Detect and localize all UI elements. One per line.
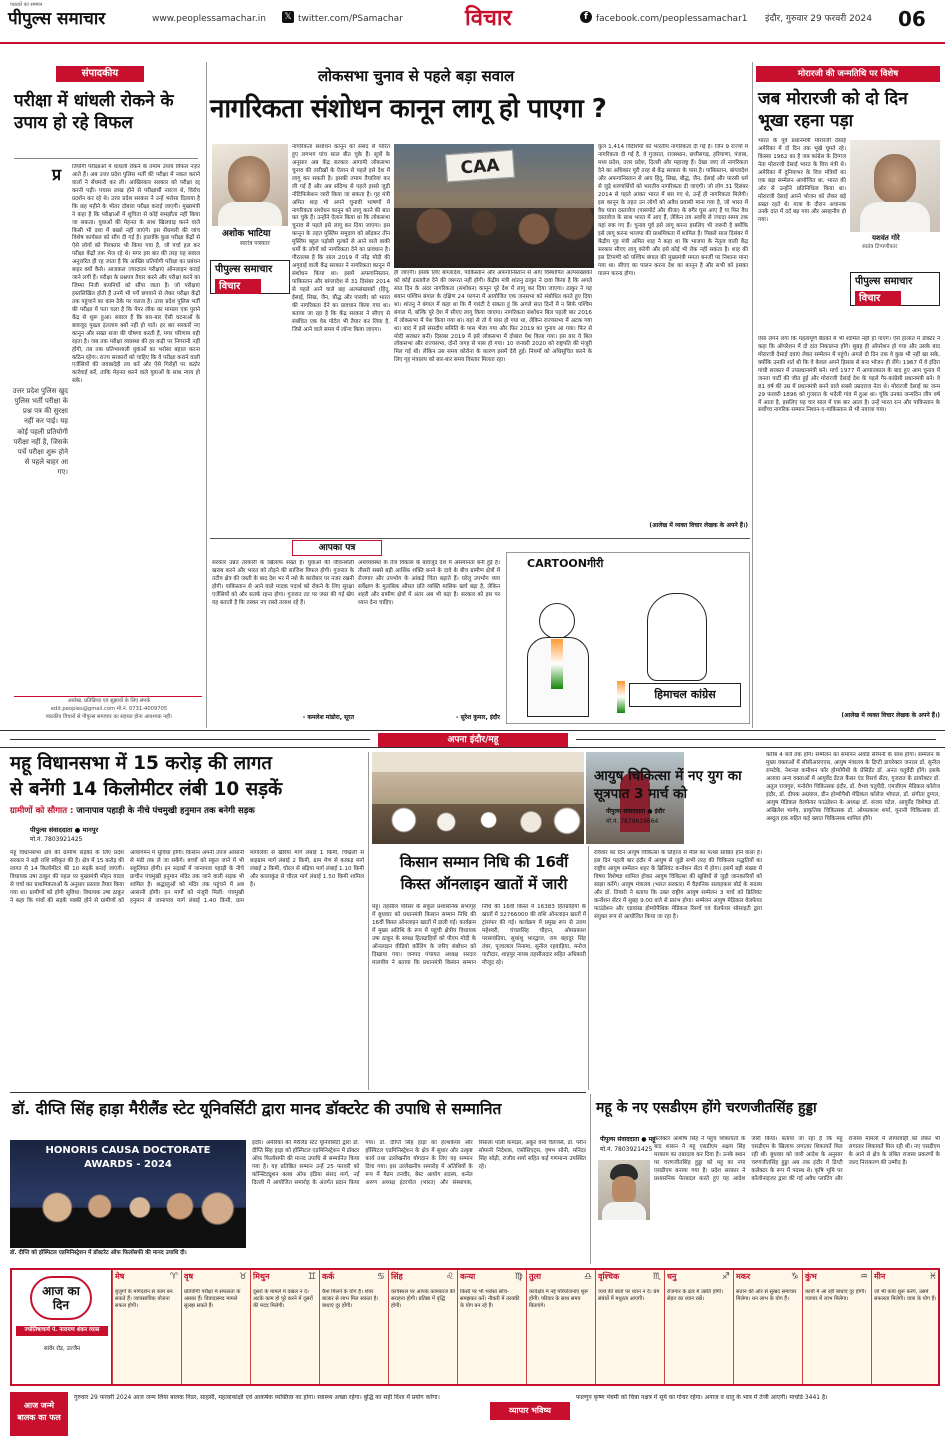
zodiac-name: मिथुन xyxy=(253,1272,270,1281)
zodiac-sign xyxy=(250,1270,319,1384)
zodiac-text: कैश मिलने के योग हैं। शेयर बाजार से लाभ मिल सकता है। बाधाएं दूर होंगी। xyxy=(322,1288,379,1310)
brand-name: पीपुल्स समाचार xyxy=(8,9,106,29)
brand-inline-text: पीपुल्स समाचार xyxy=(855,276,913,287)
cartoon-hand-crossed-fingers xyxy=(647,593,707,681)
author-photo-face xyxy=(228,156,270,206)
zodiac-sign xyxy=(112,1270,181,1384)
sdm-phone: मो.नं. 7803921425 xyxy=(600,1146,653,1153)
horoscope-title-l2: दिन xyxy=(52,1298,70,1313)
divider xyxy=(210,538,750,539)
zodiac-text: संतान की ओर से सुखद समाचार मिलेगा। धन लाभ के योग हैं। xyxy=(736,1288,797,1303)
zodiac-symbol-icon: ♐ xyxy=(721,1272,730,1282)
author-role-ashok: स्वतंत्र पत्रकार xyxy=(240,240,270,247)
deepti-photo xyxy=(10,1140,246,1248)
zodiac-symbol-icon: ♉ xyxy=(238,1272,247,1282)
byline-place: मानपुर xyxy=(82,826,99,834)
author-name-ashok: अशोक भाटिया xyxy=(222,229,271,239)
audience-shape xyxy=(372,804,584,844)
zodiac-sign xyxy=(181,1270,250,1384)
deepti-headline: डॉ. दीप्ति सिंह हाड़ा मैरीलैंड स्टेट यूनिवर्सिटी द्वारा मानद डॉक्टरेट की उपाधि से सम्मानित xyxy=(12,1100,502,1118)
caa-protest-sign xyxy=(445,150,515,183)
editorial-label-text: संपादकीय xyxy=(81,68,119,79)
morarji-body-top: भारत के पूर्व प्रधानमंत्री मोरारजी देसाई अमेरिका में दो दिन तक भूखे घूमते रहे। किस्सा 1962 का है जब कांग्रेस के दिग्गज नेता मोरारजी देसाई भारत के वित्त मंत्री थे। अमेरिका में दुनियाभर के वित्त मंत्रियों का एक बड़ा सम्मेलन आयोजित था, भारत की ओर से उन्होंने प्रतिनिधित्व किया था। मोरारजी देसाई अपने भोजन को लेकर बड़े सख्त रहते थे। यात्रा के दौरान अचानक उनके दांत में दर्द बढ़ गया और असहनीय हो गया। xyxy=(758,138,846,224)
sdm-face xyxy=(612,1176,636,1204)
zodiac-text: जो भी कार्य शुरू करेंगे, उसमें सफलता मिलेगी। यात्रा के योग हैं। xyxy=(874,1288,937,1303)
morarji-headline: जब मोरारजी को दो दिन भूखा रहना पड़ा xyxy=(758,89,908,132)
masthead xyxy=(0,0,945,44)
twitter-icon: 𝕏 xyxy=(282,11,294,23)
kisan-headline-line2: किस्त ऑनलाइन खातों में जारी xyxy=(400,875,568,893)
letters-col1-author: - कमलेश मांडोरा, सूरत xyxy=(302,714,354,721)
kisan-body: महू। तहसील परिसर के संकुल प्रशासनिक सभागृह में बुधवार को प्रधानमंत्री किसान सम्मान निधि की 16वीं किस्त ऑनलाइन खातों में डाली गई। कार्यक्रम में मुख्य अतिथि के रूप में पहुंची क्षेत्रीय विधायक उषा ठाकुर के समक्ष हितग्राहियों को पीएम मोदी के ऑनलाइन वीडियो कॉलिंग के जरिए संबोधन को दिखाया गया। जनपद पंचायत अध्यक्ष सरदार मालवीय ने बताया कि प्रधानमंत्री किसान सम्मान निधि की 16वीं किस्त में 16383 हितग्राहियों के खातों में 32766000 की राशि ऑनलाइन खातों में ट्रांसफर की गई। कार्यक्रम में प्रमुख रूप से उत्तम महेश्वरी, चंचलसिंह चौहान, ओमप्रकाश परसावदिया, सुधांशु भारद्वाज, राम बहादुर सिंह तंवर, पूजालाल निनामा, सुनील रहवाड़िया, मनोज पाटीदार, शाहपुर नायब तहसीलदार सहित अधिकारी मौजूद रहे। xyxy=(372,904,586,966)
sdm-body: कलेक्टर आशीष सिंह ने पहुंच शिकायतों के बाद शासन ने महू एसडीएम अक्षय सिंह मरकाम का तबादला कर दिया है। उनके स्थान पर चरणजीतसिंह हुड्डा को महू का नया एसडीएम बनाया गया है। प्रदेश सरकार ने प्रशासनिक फेरबदल करते हुए यह आदेश जारी किया। बताया जा रहा है कि महू एसडीएम के खिलाफ लगातार शिकायतें मिल रही थीं। बुधवार को जारी आदेश के अनुसार चरणजीतसिंह हुड्डा अब तक इंदौर में डिप्टी कलेक्टर के रूप में पदस्थ थे। कृषि भूमि पर कॉलोनाइजर द्वारा की गई अवैध प्लाटिंग और राजस्व मामलों में लापरवाही को लेकर भी लगातार शिकायतें मिल रही थीं। नए एसडीएम के आने से क्षेत्र के लंबित राजस्व प्रकरणों के जल्द निराकरण की उम्मीद है। xyxy=(654,1136,940,1182)
zodiac-text: रोजगार के क्षेत्र में उन्नति होगी। सेहत का ध्यान रखें। xyxy=(667,1288,724,1303)
cartoon-scarf xyxy=(551,639,563,689)
twitter-link[interactable]: twitter.com/PSamachar xyxy=(298,14,403,24)
zodiac-text: कार्यों में आ रही बाधाएं दूर होंगी। व्यापार में लाभ मिलेगा। xyxy=(805,1288,867,1303)
caa-body-col3: कुल 1,414 विदेशियों को भारतीय नागरिकता दी गई है। जिन 9 राज्यों में नागरिकता दी गई है, वे गुजरात, राजस्थान, छत्तीसगढ़, हरियाणा, पंजाब, मध्य प्रदेश, उत्तर प्रदेश, दिल्ली और महाराष्ट्र हैं। देखा जाए तो नागरिकता देने का अधिकार पूरी तरह से केंद्र सरकार के पास है। पाकिस्तान, बांग्लादेश और अफगानिस्तान से आए हिंदू, सिख, बौद्ध, जैन, ईसाई और पारसी धर्म से जुड़े शरणार्थियों को भारतीय नागरिकता दी जाएगी। जो लोग 31 दिसंबर 2014 से पहले आकर भारत में बस गए थे, उन्हें ही नागरिकता मिलेगी। इस कानून के तहत उन लोगों को अवैध प्रवासी माना गया है, जो भारत में वैध यात्रा दस्तावेज (पासपोर्ट और वीजा) के बगैर घुस आए हैं या फिर वैध दस्तावेज के साथ भारत में आए हैं, लेकिन तय अवधि से ज्यादा समय तक यहां रुक गए हैं। चुनाव पूर्व इसे लागू करना इसलिए भी जरूरी है क्योंकि इसे लागू करना भाजपा की प्राथमिकता में शामिल है। पिछले साल दिसंबर में केंद्रीय गृह मंत्री अमित शाह ने कहा था कि भाजपा के नेतृत्व वाली केंद्र सरकार सीएए लागू करेगी और इसे कोई भी रोक नहीं सकता है। शाह की इस टिप्पणी को पश्चिम बंगाल की मुख्यमंत्री ममता बनर्जी पर निशाना माना गया था। सीएए का पालन करना देश का कानून है और सभी को इसका पालन करना होगा। xyxy=(598,144,748,277)
brand-logo[interactable] xyxy=(8,8,105,31)
ayush-headline: आयुष चिकित्सा में नए युग का सूत्रपात 3 मार्च को xyxy=(594,768,742,802)
zodiac-symbol-icon: ♋ xyxy=(376,1272,385,1282)
banner-line1: HONORIS CAUSA DOCTORATE xyxy=(45,1145,211,1156)
facebook-link[interactable]: facebook.com/peoplessamachar1 xyxy=(596,14,748,24)
horoscope-title-box xyxy=(12,1270,112,1384)
zodiac-sign xyxy=(526,1270,595,1384)
caa-sign-text: CAA xyxy=(460,155,501,179)
roads-sub-rest: जानापाव पहाड़ी के नीचे पंचमुखी हनुमान तक बनेगी सड़क xyxy=(76,806,255,816)
roads-subheadline xyxy=(10,806,362,817)
horoscope-title-l1: आज का xyxy=(42,1284,80,1298)
baby-label-l1: आज जन्मे xyxy=(23,1401,55,1410)
cartoon-panel xyxy=(506,552,750,724)
kisan-event-photo xyxy=(372,752,584,844)
brand-tagline: पाठकों का सम्मान xyxy=(10,2,43,8)
brand-inline-text: पीपुल्स समाचार xyxy=(215,264,273,275)
brand-inline-section: विचार xyxy=(855,291,901,307)
deepti-caption: डॉ. दीप्ति को हॉस्पिटल एडमिनिस्ट्रेशन में डॉक्टरेट ऑफ फिलॉसफी की मानद उपाधि दी। xyxy=(10,1250,187,1256)
footer-line1: आलेख, प्रतिक्रिया एवं सुझावों के लिए संपर्क xyxy=(67,698,151,704)
caa-footnote: (आलेख में व्यक्त विचार लेखक के अपने हैं।) xyxy=(649,522,748,529)
author-photo-shirt xyxy=(860,202,930,232)
zodiac-text: कार्यक्षेत्र में नई परियोजनाएं शुरू होंगी। परिवार के साथ समय बिताएंगे। xyxy=(529,1288,589,1310)
footer-phone: मो.नं. 0731-4009705 xyxy=(116,705,168,712)
letters-title-text: आपका पत्र xyxy=(318,543,356,553)
byline-name: पीपुल्स संवाददाता xyxy=(606,808,646,815)
zodiac-name: मेष xyxy=(115,1272,125,1281)
crowd-shape xyxy=(394,208,594,268)
editorial-dropcap: प्र xyxy=(52,165,62,184)
sdm-headline: महू के नए एसडीएम होंगे चरणजीतसिंह हुड्डा xyxy=(596,1100,817,1116)
ceremony-people xyxy=(10,1190,246,1248)
caa-headline: नागरिकता संशोधन कानून लागू हो पाएगा ? xyxy=(210,94,607,124)
zodiac-sign xyxy=(802,1270,871,1384)
roads-body: महू विधानसभा क्षेत्र की ग्रामीण सड़कों के लिए प्रदेश सरकार ने बड़ी राशि स्वीकृत की है। क्षेत्र में 15 करोड़ की लागत से 14 किलोमीटर की 10 सड़कें बनाई जाएंगी। विधायक उषा ठाकुर की पहल पर मुख्यमंत्री मोहन यादव से चर्चा कर प्राथमिकताओं के अनुसार प्रस्ताव तैयार किया गया था। ग्रामीणों को होगी सुविधा: विधायक उषा ठाकुर ने कहा कि गांवों की सड़कें पक्की होने से ग्रामीणों को आवागमन में सुविधा होगी। किसान अपनी उपज आसानी से मंडी तक ले जा सकेंगे। बच्चों को स्कूल जाने में भी सहूलियत होगी। इन सड़कों में जानापाव पहाड़ी के नीचे प्राचीन पंचमुखी हनुमान मंदिर तक जाने वाली सड़क भी शामिल है। श्रद्धालुओं को मंदिर तक पहुंचने में अब आसानी होगी। इन मार्गों को मंजूरी मिली: पंचमुखी हनुमान से जानापाव मार्ग लंबाई 1.40 किमी, ग्राम मांगलिया से खेरिया मार्ग लंबाई 1 किमी, चिखली से बाइग्राम मार्ग लंबाई 2 किमी, ग्राम मेण से काकड़ मार्ग लंबाई 2 किमी, चोरल से बड़िया मार्ग लंबाई 1.10 किमी और कालाकुंड से चौरल मार्ग लंबाई 1.50 किमी शामिल है। xyxy=(10,850,364,904)
cartoon-sign-text: हिमाचल कांग्रेस xyxy=(654,688,716,701)
zodiac-sign xyxy=(319,1270,388,1384)
baby-label-l2: बालक का फल xyxy=(17,1413,61,1422)
brand-inline-section: विचार xyxy=(215,279,261,295)
byline-name: पीपुल्स संवाददाता xyxy=(30,826,73,834)
zodiac-name: धनु xyxy=(667,1272,677,1281)
letters-col2: अर्थव्यवस्था के तेज विकास के बावजूद देश में असमानता बनी हुई है। तीसरी सबसे बड़ी आर्थिक शक्ति बनने के दावे के बीच ग्रामीण क्षेत्रों में रोजगार और उपभोग के आंकड़े चिंता बढ़ाते हैं। घरेलू उपभोग व्यय सर्वेक्षण के मुताबिक औसत प्रति व्यक्ति मासिक खर्च बढ़ा है, लेकिन शहरी और ग्रामीण क्षेत्रों में अंतर अब भी बड़ा है। सरकार को इस पर ध्यान देना चाहिए। xyxy=(358,560,500,606)
zodiac-name: वृश्चिक xyxy=(598,1272,620,1281)
ayush-body-right: करीब 4 बजे तक होंगे। सम्मेलन का समापन अवॉर्ड सेरेमनी के साथ होगा। सम्मेलन के मुख्य वक्ताओं में सीसीआरएएस, आयुष मंत्रालय के डिप्टी डायरेक्टर जनरल डॉ. सुनील रामटेके, नेशनल कमीशन फॉर होम्योपैथी के प्रेसिडेंट डॉ. अनंत चतुर्वेदी होंगे। इसके अलावा अन्य वक्ताओं में आयुर्वेद डेंटल कैंसर एंड रिसर्च सेंटर, गुजरात के डायरेक्टर डॉ. अतुल राजगुरु, मनोरोग चिकित्सक इंदौर, डॉ. वैभव चतुर्वेदी, एमजीएम मेडिकल कॉलेज इंदौर, डॉ. दीपक अग्रवाल, डीन होम्योपैथी मेडिकल कॉलेज भोपाल, डॉ. संगीता दुग्गल, आयुष मेडिकल वेलफेयर फाउंडेशन के अध्यक्ष डॉ. संजय पटेल, आयुर्वेद विशेषज्ञ डॉ. अखिलेश भार्गव, प्राकृतिक चिकित्सक डॉ. ओमप्रकाश शर्मा, यूनानी चिकित्सक डॉ. अब्दुल हक सहित कई ख्यात चिकित्सक शामिल होंगे। xyxy=(766,752,940,822)
column-divider xyxy=(206,62,207,728)
sdm-byline: पीपुल्स संवाददाता ● महू xyxy=(600,1136,656,1143)
zodiac-text: बुजुर्गों के मार्गदर्शन से काम बन सकते हैं। व्यावसायिक योजना सफल होगी। xyxy=(115,1288,173,1310)
website-link[interactable]: www.peoplessamachar.in xyxy=(152,14,266,24)
morarji-footnote: (आलेख में व्यक्त विचार लेखक के अपने हैं।) xyxy=(841,712,940,719)
deepti-banner-text xyxy=(10,1144,246,1171)
roads-phone: मो.नं. 7803921425 xyxy=(30,836,83,843)
facebook-icon: f xyxy=(580,11,592,23)
editorial-label xyxy=(56,66,144,82)
author-photo-ashok xyxy=(212,144,288,226)
zodiac-text: किसी पर भी भरोसा सोच-समझकर करें। नौकरी में तरक्की के योग बन रहे हैं। xyxy=(460,1288,520,1310)
column-divider xyxy=(752,62,753,728)
ayush-body-left: रविवार का दिन आयुष चिकित्सा के लिहाज से मील का पत्थर साबित होने वाला है। इस दिन पहली बार इंदौर में आयुष से जुड़ी सभी तरह की चिकित्सा पद्धतियों का राष्ट्रीय आयुष सम्मेलन शहर के ब्रिलियंट कन्वेंशन सेंटर में होगा। इसमें बड़ी संख्या में विषय विशेषज्ञ शामिल होकर आयुष चिकित्सा की खूबियों से जुड़ी जानकारियों को साझा करेंगे। आयुष मंत्रालय (भारत सरकार) में वैज्ञानिक सलाहकार बोर्ड के सदस्य और डॉ. तिवारी ने बताया कि उक्त राष्ट्रीय आयुष सम्मेलन 3 मार्च को ब्रिलियंट कन्वेंशन सेंटर में सुबह 9.00 बजे से प्रारंभ होगा। सम्मेलन आयुष मेडिकल वेलफेयर फाउंडेशन और एडवांस्ड होम्योपैथिक मेडिकल रिसर्च एवं वेलफेयर सोसाइटी द्वारा संयुक्त रूप से आयोजित किया जा रहा है। xyxy=(594,850,762,920)
zodiac-symbol-icon: ♊ xyxy=(307,1272,316,1282)
band-line-left xyxy=(10,739,370,740)
zodiac-name: सिंह xyxy=(391,1272,403,1281)
zodiac-symbol-icon: ♈ xyxy=(169,1272,178,1282)
roads-headline-line1: महू विधानसभा में 15 करोड़ की लागत xyxy=(10,753,272,774)
brand-logo-inline xyxy=(850,272,940,306)
cartoon-flag-stripes xyxy=(617,681,625,713)
zodiac-row xyxy=(112,1270,940,1384)
morarji-tag: मोरारजी की जन्मतिथि पर विशेष xyxy=(756,66,940,82)
cartoon-figure-head xyxy=(539,603,575,639)
footer-line2: पाठकीय विचारों से पीपुल्स समाचार का सहमत होना आवश्यक नहीं। xyxy=(45,713,173,720)
ayush-byline: पीपुल्स संवाददाता ● इंदौर xyxy=(606,808,665,815)
letters-col1: सरकार उन्नत तरकारी के खिलाफ सख्त है। युवाओं की जीवनशैली खराब करने और भारत को तोड़ने की साजिश विफल होगी। गुजरात के तटीय क्षेत्र की जब्ती के बाद देश भर में नशे के कारोबार पर नजर रखनी होगी। पाकिस्तान से आने वाले मादक पदार्थ को रोकने के लिए सुरक्षा एजेंसियों को और सतर्क रहना होगा। गुजरात तट पर जब्त की गई खेप यह बताती है कि तस्कर नए रास्ते तलाश रहे हैं। xyxy=(212,560,354,606)
horoscope-strip xyxy=(10,1268,940,1386)
author-photo-yashwant xyxy=(850,140,940,232)
zodiac-name: मीन xyxy=(874,1272,886,1281)
zodiac-name: वृष xyxy=(184,1272,194,1281)
zodiac-symbol-icon: ♌ xyxy=(445,1272,454,1282)
divider xyxy=(14,696,202,697)
zodiac-sign xyxy=(595,1270,664,1384)
sdm-shirt xyxy=(602,1202,646,1220)
zodiac-name: मकर xyxy=(736,1272,751,1281)
band-line-right xyxy=(576,739,936,740)
zodiac-name: कुंभ xyxy=(805,1272,817,1281)
editorial-footer xyxy=(14,698,204,721)
zodiac-symbol-icon: ♑ xyxy=(790,1272,799,1282)
column-divider xyxy=(590,1094,591,1264)
caa-kicker: लोकसभा चुनाव से पहले बड़ा सवाल xyxy=(318,67,515,85)
astrologer-place: सांवेर रोड, उज्जैन xyxy=(43,1346,81,1352)
zodiac-name: कर्क xyxy=(322,1272,335,1281)
dateline: इंदौर, गुरुवार 29 फरवरी 2024 xyxy=(765,14,872,24)
ayush-phone: मो.नं. 7879619664 xyxy=(606,818,659,825)
byline-place: महू xyxy=(648,1136,656,1143)
band-title: अपना इंदौर/महू xyxy=(378,733,568,747)
zodiac-sign xyxy=(664,1270,733,1384)
zodiac-symbol-icon: ♓ xyxy=(928,1272,937,1282)
zodiac-name: कन्या xyxy=(460,1272,476,1281)
zodiac-sign xyxy=(388,1270,457,1384)
market-text: फाल्गुन कृष्ण पंचमी को चित्रा नक्षत्र में सूर्य का गोचर रहेगा। अनाज व धातु के भाव में तेजी आएगी। मार्चाडे 3441 है। xyxy=(576,1394,828,1401)
section-band xyxy=(0,730,945,748)
footer-strip xyxy=(10,1392,940,1438)
author-role-yashwant: स्वतंत्र टिप्पणीकार xyxy=(862,244,898,250)
roads-headline-line2: से बनेंगी 14 किलोमीटर लंबी 10 सड़कें xyxy=(10,779,283,800)
zodiac-sign xyxy=(733,1270,802,1384)
baby-label xyxy=(10,1392,68,1436)
page-number: 06 xyxy=(898,7,926,31)
letters-col2-author: - सुरेश कुमार, इंदौर xyxy=(456,714,500,721)
zodiac-text: कार्यस्थल पर आपके कामकाज की सराहना होगी। प्रतिष्ठा में वृद्धि होगी। xyxy=(391,1288,455,1310)
zodiac-text: प्रतियोगी परीक्षा में सफलता के आसार हैं। विवादास्पद मामले सुलझ सकते हैं। xyxy=(184,1288,241,1310)
stage-banner xyxy=(372,752,584,772)
sdm-photo xyxy=(598,1160,650,1220)
caa-protest-photo xyxy=(394,144,594,268)
zodiac-name: तुला xyxy=(529,1272,542,1281)
editorial-headline: परीक्षा में धांधली रोकने के उपाय हो रहे विफल xyxy=(14,91,174,134)
author-photo-face xyxy=(874,154,916,204)
author-name-yashwant: यशवंत गोरे xyxy=(872,234,900,242)
editorial-pull-quote: उत्तर प्रदेश पुलिस खुद पुलिस भर्ती परीक्षा के प्रश्न पत्र की सुरक्षा नहीं कर पाई। यह कोई पहली प्रतियोगी परीक्षा नहीं है, जिसके पर्चे परीक्षा शुरू होने से पहले बाहर आ गए। xyxy=(12,387,68,477)
kisan-headline-line1: किसान सम्मान निधि की 16वीं xyxy=(399,853,569,871)
caa-body-col2: ही जाएंगी। इसके लिए बांग्लादेश, पाकिस्तान और अफगानिस्तान से आए विस्थापित अल्पसंख्यकों को कोई दस्तावेज देने की जरूरत नहीं होगी। केंद्रीय मंत्री शांतनु ठाकुर ने दावा किया है कि अगले सात दिन के अंदर नागरिकता (संशोधन) कानून पूरे देश में लागू कर दिया जाएगा। ठाकुर ने यह बयान पश्चिम बंगाल के दक्षिण 24 परगना में आयोजित एक जनसभा को संबोधित करते हुए दिया था। शांतनु ने बंगाल में कहा था कि मैं गारंटी दे सकता हूं कि अगले सात दिनों में न सिर्फ पश्चिम बंगाल में, बल्कि पूरे देश में सीएए लागू किया जाएगा। नागरिकता संशोधन बिल पहली बार 2016 में लोकसभा में पेश किया गया था। यहां से तो ये पास हो गया था, लेकिन राज्यसभा में अटक गया था। बाद में इसे संसदीय समिति के पास भेजा गया और फिर 2019 का चुनाव आ गया। फिर से मोदी सरकार बनी। दिसंबर 2019 में इसे लोकसभा में दोबारा पेश किया गया। इस बार ये बिल लोकसभा और राज्यसभा, दोनों जगह से पास हो गया। 10 जनवरी 2020 को राष्ट्रपति की मंजूरी मिल गई थी। लेकिन उस समय कोरोना के कारण इसमें देरी हुई। नियमों को अधिसूचित करने के लिए गृह मंत्रालय को बार-बार समय विस्तार मिलता रहा। xyxy=(394,270,592,364)
zodiac-sign xyxy=(457,1270,526,1384)
zodiac-symbol-icon: ♏ xyxy=(652,1272,661,1282)
zodiac-symbol-icon: ♒ xyxy=(859,1272,868,1282)
banner-line2: AWARDS - 2024 xyxy=(84,1158,172,1170)
morarji-body-bottom: ऐसा लगने लगा कि महत्वपूर्ण बैठकों में भी शामिल नहीं हो पाएंगे। ऐसे हालात में डॉक्टर ने कहा कि ऑपरेशन में दो दांत निकालना होंगे। सुबह ही ऑपरेशन हो गया और उसके बाद मोरारजी देसाई दवाएं लेकर सम्मेलन में पहुंचे। अगले दो दिन तक वे कुछ भी नहीं खा सके, क्योंकि उनकी शर्त थी कि वे केवल अपने हिसाब से बना भोजन ही लेंगे। 1967 में वे इंदिरा गांधी सरकार में उपप्रधानमंत्री बने। मार्च 1977 में आपातकाल के बाद हुए आम चुनाव में जनता पार्टी की जीत हुई और मोरारजी देसाई देश के पहले गैर-कांग्रेसी प्रधानमंत्री बने। वे 81 वर्ष की उम्र में प्रधानमंत्री बनने वाले सबसे उम्रदराज नेता थे। मोरारजी देसाई का जन्म 29 फरवरी 1896 को गुजरात के भदेली गांव में हुआ था। चूंकि उनका जन्मदिन लीप वर्ष में आता है, इसलिए यह चार साल में एक बार आता है। उन्हें भारत रत्न और पाकिस्तान के सर्वोच्च नागरिक सम्मान निशान-ए-पाकिस्तान से भी नवाजा गया। xyxy=(758,336,940,414)
zodiac-text: व्यर्थ की बातों पर ध्यान न दें। प्रेम संबंधों में मधुरता आएगी। xyxy=(598,1288,660,1303)
divider xyxy=(14,158,198,159)
deepti-body: इंदौर। अमेरिका की मैरीलैंड स्टेट यूनिवर्सिटी द्वारा डॉ. दीप्ति सिंह हाड़ा को हॉस्पिटल एडमिनिस्ट्रेशन में डॉक्टर ऑफ फिलॉसफी की मानद उपाधि से सम्मानित किया गया है। यह प्रतिष्ठित सम्मान उन्हें 25 फरवरी को कॉन्स्टिट्यूशन क्लब ऑफ इंडिया संसद मार्ग, नई दिल्ली में आयोजित समारोह के अंतर्गत प्रदान किया गया। डॉ. दीप्ति सिंह हाड़ा को हेल्थकेयर और हॉस्पिटल एडमिनिस्ट्रेशन के क्षेत्र में सुधार और उत्कृष्ट कार्य तथा उल्लेखनीय योगदान के लिए यह सम्मान दिया गया। इस उल्लेखनीय समारोह में अतिथियों के रूप में मैडम तनवीर, बेस्ट आयोग सदस्य, कर्नल अरुण अध्यक्ष इंटरपोल (भारत) और संस्थापक, रिसाला पोली कमांडर, अंकुर वर्मा चैलेंजर्स, डॉ. परीन सोमानी निदेशक, एसोसिएट्स, वृषभ सोनी, मनिंदर सिंह सोढ़ी, राजीव शर्मा सहित कई गणमान्य उपस्थित रहे। xyxy=(252,1140,586,1186)
zodiac-sign xyxy=(871,1270,940,1384)
astrologer-name: ज्योतिषाचार्य पं. नारायण शंकर व्यास xyxy=(16,1326,108,1336)
column-divider xyxy=(588,846,589,1090)
market-label: व्यापार भविष्य xyxy=(490,1402,570,1420)
cartoon-sign xyxy=(629,683,741,707)
author-photo-shirt xyxy=(218,202,282,226)
zodiac-symbol-icon: ♍ xyxy=(514,1272,523,1282)
byline-name: पीपुल्स संवाददाता xyxy=(600,1136,640,1143)
column-divider xyxy=(368,752,369,1090)
cartoon-title: CARTOONगीरी xyxy=(527,557,604,570)
zodiac-text: दूसरों के मामले में दखल न दें। अटके काम हो पूरे करने में दूसरों की मदद मिलेगी। xyxy=(253,1288,313,1310)
horoscope-title xyxy=(30,1276,92,1320)
roads-byline: पीपुल्स संवाददाता ● मानपुर xyxy=(30,826,99,834)
divider xyxy=(10,1092,586,1093)
section-title: विचार xyxy=(465,6,512,31)
brand-logo-inline xyxy=(210,260,290,294)
caa-body-col1: नागरिकता संशोधन कानून को संसद से पारित हुए लगभग पांच साल बीत चुके हैं। सूत्रों के अनुसार अब केंद्र सरकार आगामी लोकसभा चुनाव की तारीखों के ऐलान से पहले इसे देश में लागू कर सकती है। इसकी तमाम तैयारियां कर ली गई हैं और अब संदिग्ध से पहले इससे जुड़ी नोटिफिकेशन जारी किया जा सकता है। गृह मंत्री अमित शाह भी अपने चुनावी भाषणों में नागरिकता संशोधन कानून को लागू करने की बात कर चुके हैं। उन्होंने ऐलान किया था कि लोकसभा चुनाव से पहले इसे लागू कर दिया जाएगा। इस कानून के तहत मुस्लिम समुदाय को छोड़कर तीन मुस्लिम बहुल पड़ोसी मुल्कों से आने वाले बाकी धर्मों के लोगों को नागरिकता देने का प्रावधान है। गौरतलब है कि साल 2019 में नरेंद्र मोदी की अगुवाई वाली केंद्र सरकार ने नागरिकता कानून में संशोधन किया था। इसमें अफगानिस्तान, पाकिस्तान और बांग्लादेश से 31 दिसंबर 2014 से पहले आने वाले छह अल्पसंख्यकों (हिंदू, ईसाई, सिख, जैन, बौद्ध और पारसी) को भारत की नागरिकता देने का प्रावधान किया गया था। बताया जा रहा है कि केंद्र सरकार ने सीएए से संबंधित एक वेब पोर्टल भी तैयार कर लिया है, जिसे आने वाले समय में लॉन्च किया जाएगा। xyxy=(292,144,390,333)
editorial-body: तियोगी परीक्षाओं में धांधली रोकने के तमाम उपाय विफल नज़र आते हैं। अब उत्तर प्रदेश पुलिस भर्ती की परीक्षा में नकल कराने वालों ने सेंधमारी कर ली। आखिरकार सरकार को परीक्षा रद्द करनी पड़ी। पचास लाख होने से परीक्षार्थी नाराज थे, विरोध प्रदर्शन कर रहे थे। उत्तर प्रदेश सरकार ने उन्हें भरोसा दिलाया है कि छह महीने के भीतर दोबारा परीक्षा कराई जाएगी। मुख्यमंत्री ने कहा है कि परीक्षाओं में शुचिता से कोई समझौता नहीं किया जा सकता। युवाओं की मेहनत के साथ खिलवाड़ करने वाले किसी भी दशा में बख्शे नहीं जाएंगे। इस सेंधमारी की जांच विशेष कार्यबल को सौंप दी गई है। हालांकि कुछ परीक्षा केंद्रों से ऐसे लोगों को गिरफ्तार भी किया गया है, जो पर्चा हल कर परीक्षा केंद्रों तक भेज रहे थे। मगर इस बार की तरह यह सवाल अनुत्तरित ही रह जाता है कि आखिर प्रतियोगी परीक्षा का प्रबंधन बाहर क्यों कैसे। आजकल ज्यादातर परीक्षाएं ऑनलाइन कराई जाने लगी हैं। परीक्षा के प्रश्नपत्र तैयार करने और परीक्षा करने का जिम्मा निजी कंपनियों को सौंपा जाता है। जो परीक्षाएं हस्तलिखित होती हैं उनमें भी पर्चे छपवाने से लेकर परीक्षा केंद्रों तक पहुंचाने का काम ठेके पर चलता है। उत्तर प्रदेश पुलिस भर्ती की परीक्षा में पता चला है कि पेपर लीक का मामला एक पुराने केंद्र से शुरू हुआ। सवाल है कि बार-बार ऐसी घटनाओं के बावजूद पुख्ता इंतजाम क्यों नहीं हो पाते। हर बार सरकारें नए कानून और सख्त सजा की घोषणा करती हैं, मगर परिणाम वही रहता है। जब तक परीक्षा व्यवस्था की हर कड़ी पर निगरानी नहीं होगी, तब तक प्रतिभाशाली युवाओं का भरोसा बहाल करना कठिन रहेगा। राज्य सरकारों को चाहिए कि वे परीक्षा कराने वाली एजेंसियों की जवाबदेही तय करें और ऐसे गिरोहों पर कठोर कार्रवाई करें, ताकि मेहनत करने वाले युवाओं के साथ न्याय हो सके। xyxy=(72,164,200,385)
footer-email[interactable]: edit.peoples@gmail.com xyxy=(50,705,116,712)
roads-sub-red: ग्रामीणों को सौगात : xyxy=(10,806,74,816)
letters-title xyxy=(292,540,382,556)
byline-place: इंदौर xyxy=(654,808,665,815)
footer-contact xyxy=(14,706,204,714)
zodiac-symbol-icon: ♎ xyxy=(583,1272,592,1282)
baby-text: गुरुवार 29 फरवरी 2024 आज जन्म लिया बालक निडर, साहसी, महत्वाकांक्षी एवं आकर्षक व्यक्तित्व का होगा। स्वास्थ्य अच्छा रहेगा। बुद्धि का सही दिशा में प्रयोग करेगा। xyxy=(74,1394,440,1401)
